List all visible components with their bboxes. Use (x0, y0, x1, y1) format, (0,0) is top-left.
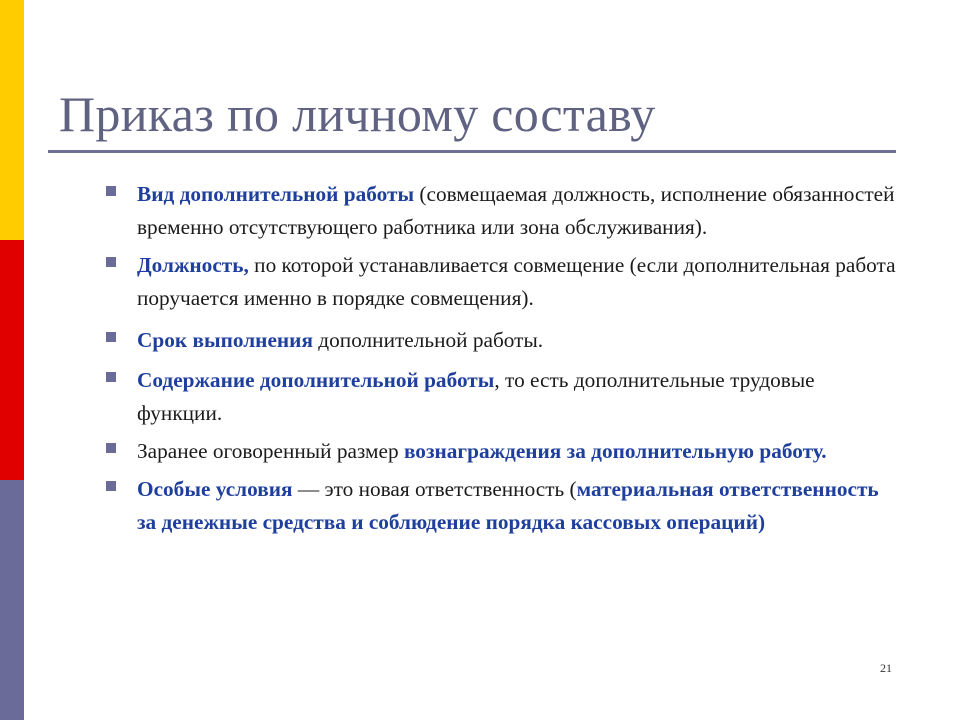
body-text: (совмещаемая должность, исполнение обязанностей временно отсутствующего работника или зона обслуживания). (137, 182, 895, 239)
highlight-text: Срок выполнения (137, 328, 313, 352)
body-text: — это новая ответственность ( (292, 477, 577, 501)
decor-stripe-yellow (0, 0, 24, 240)
bullet-list (103, 178, 903, 539)
body-text: дополнительной работы. (312, 328, 544, 352)
highlight-text: материальная ответственность за денежные средства и соблюдение порядка кассовых операций) (137, 477, 879, 534)
square-bullet-icon (106, 257, 116, 267)
bullet-item-special-conditions (103, 473, 903, 539)
page-number: 21 (880, 661, 892, 675)
title-underline (48, 150, 896, 153)
bullet-item-term (103, 324, 903, 357)
body-text: Заранее оговоренный размер (137, 439, 404, 463)
square-bullet-icon (106, 332, 116, 342)
square-bullet-icon (106, 372, 116, 382)
body-text: по которой устанавливается совмещение (если дополнительная работа поручается именно в порядке совмещения). (137, 253, 896, 310)
square-bullet-icon (106, 186, 116, 196)
square-bullet-icon (106, 443, 116, 453)
highlight-text: Особые условия (137, 477, 293, 501)
decor-stripe-red (0, 240, 24, 480)
bullet-item-position (103, 249, 903, 315)
highlight-text: Должность, (137, 253, 249, 277)
bullet-item-content (103, 364, 903, 430)
body-text: , то есть дополнительные трудовые функции. (137, 368, 815, 425)
square-bullet-icon (106, 481, 116, 491)
bullet-item-remuneration (103, 435, 903, 468)
highlight-text: Содержание дополнительной работы (137, 368, 495, 392)
slide-title: Приказ по личному составу (59, 86, 656, 142)
highlight-text: Вид дополнительной работы (137, 182, 415, 206)
highlight-text: вознаграждения за дополнительную работу. (403, 439, 827, 463)
decor-stripe-blue (0, 480, 24, 720)
bullet-item-work-type (103, 178, 903, 244)
